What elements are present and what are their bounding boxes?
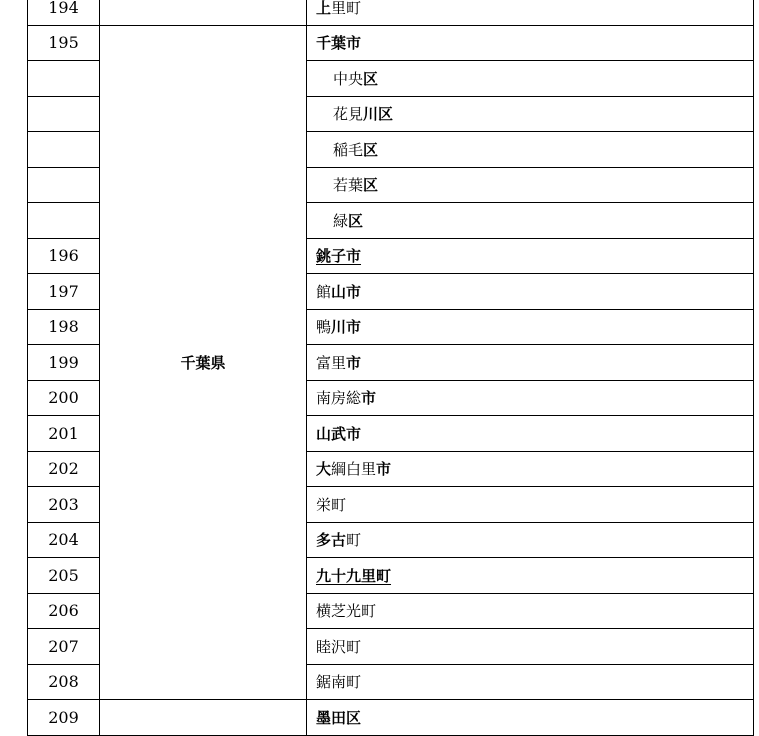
name-segment: 区 [363, 176, 379, 195]
name-segment: 富里 [316, 353, 347, 372]
row-number: 203 [28, 487, 100, 523]
municipality-name [307, 238, 754, 274]
municipality-name [307, 451, 754, 487]
prefecture-cell [100, 700, 307, 736]
ward-name [307, 167, 754, 203]
municipality-name [307, 700, 754, 736]
name-segment: 市 [376, 460, 392, 479]
name-segment: 川市 [331, 318, 362, 337]
name-segment: 銚子市 [316, 247, 362, 266]
ward-name [307, 96, 754, 132]
row-number: 209 [28, 700, 100, 736]
name-segment: 町 [346, 531, 362, 550]
name-segment: 中央 [333, 69, 364, 88]
municipality-name [307, 593, 754, 629]
municipality-name [307, 664, 754, 700]
row-number: 199 [28, 345, 100, 381]
row-number [28, 167, 100, 203]
row-number [28, 61, 100, 97]
row-number: 206 [28, 593, 100, 629]
table-row [28, 700, 754, 736]
row-number: 194 [28, 0, 100, 25]
table-row [28, 0, 754, 25]
row-number: 204 [28, 522, 100, 558]
ward-name [307, 203, 754, 239]
name-segment: 鴨 [316, 318, 332, 337]
row-number: 196 [28, 238, 100, 274]
municipality-name [307, 274, 754, 310]
name-segment: 館 [316, 282, 332, 301]
municipality-name [307, 0, 754, 25]
name-segment: 墨田区 [316, 708, 362, 727]
ward-name [307, 61, 754, 97]
row-number: 195 [28, 25, 100, 61]
name-segment: 横芝光町 [316, 602, 377, 621]
name-segment: 大 [316, 460, 332, 479]
name-segment: 睦沢町 [316, 637, 362, 656]
municipality-name [307, 416, 754, 452]
name-segment: 南房総 [316, 389, 362, 408]
municipality-name [307, 309, 754, 345]
name-segment: 川区 [363, 105, 394, 124]
name-segment: 区 [363, 69, 379, 88]
row-number: 202 [28, 451, 100, 487]
name-segment: 栄町 [316, 495, 347, 514]
municipality-name [307, 25, 754, 61]
name-segment: 区 [348, 211, 364, 230]
name-segment: 上 [316, 0, 332, 17]
municipality-name [307, 345, 754, 381]
row-number: 197 [28, 274, 100, 310]
name-segment: 緑 [333, 211, 349, 230]
municipality-name [307, 487, 754, 523]
row-number [28, 132, 100, 168]
name-segment: 里町 [331, 0, 362, 17]
row-number: 201 [28, 416, 100, 452]
name-segment: 市 [361, 389, 377, 408]
row-number: 198 [28, 309, 100, 345]
name-segment: 千葉市 [316, 34, 362, 53]
row-number [28, 203, 100, 239]
row-number [28, 96, 100, 132]
name-segment: 市 [346, 353, 362, 372]
municipality-name [307, 629, 754, 665]
name-segment: 綱白里 [331, 460, 377, 479]
name-segment: 若葉 [333, 176, 364, 195]
table-row [28, 25, 754, 61]
prefecture-cell: 千葉県 [100, 25, 307, 700]
name-segment: 山武市 [316, 424, 362, 443]
municipality-table [27, 0, 754, 736]
name-segment: 稲毛 [333, 140, 364, 159]
municipality-name [307, 558, 754, 594]
row-number: 208 [28, 664, 100, 700]
municipality-name [307, 380, 754, 416]
name-segment: 花見 [333, 105, 364, 124]
ward-name [307, 132, 754, 168]
row-number: 205 [28, 558, 100, 594]
name-segment: 山市 [331, 282, 362, 301]
name-segment: 区 [363, 140, 379, 159]
name-segment: 九十九里町 [316, 566, 392, 585]
row-number: 207 [28, 629, 100, 665]
name-segment: 鋸南町 [316, 673, 362, 692]
name-segment: 多古 [316, 531, 347, 550]
prefecture-cell [100, 0, 307, 25]
row-number: 200 [28, 380, 100, 416]
municipality-name [307, 522, 754, 558]
